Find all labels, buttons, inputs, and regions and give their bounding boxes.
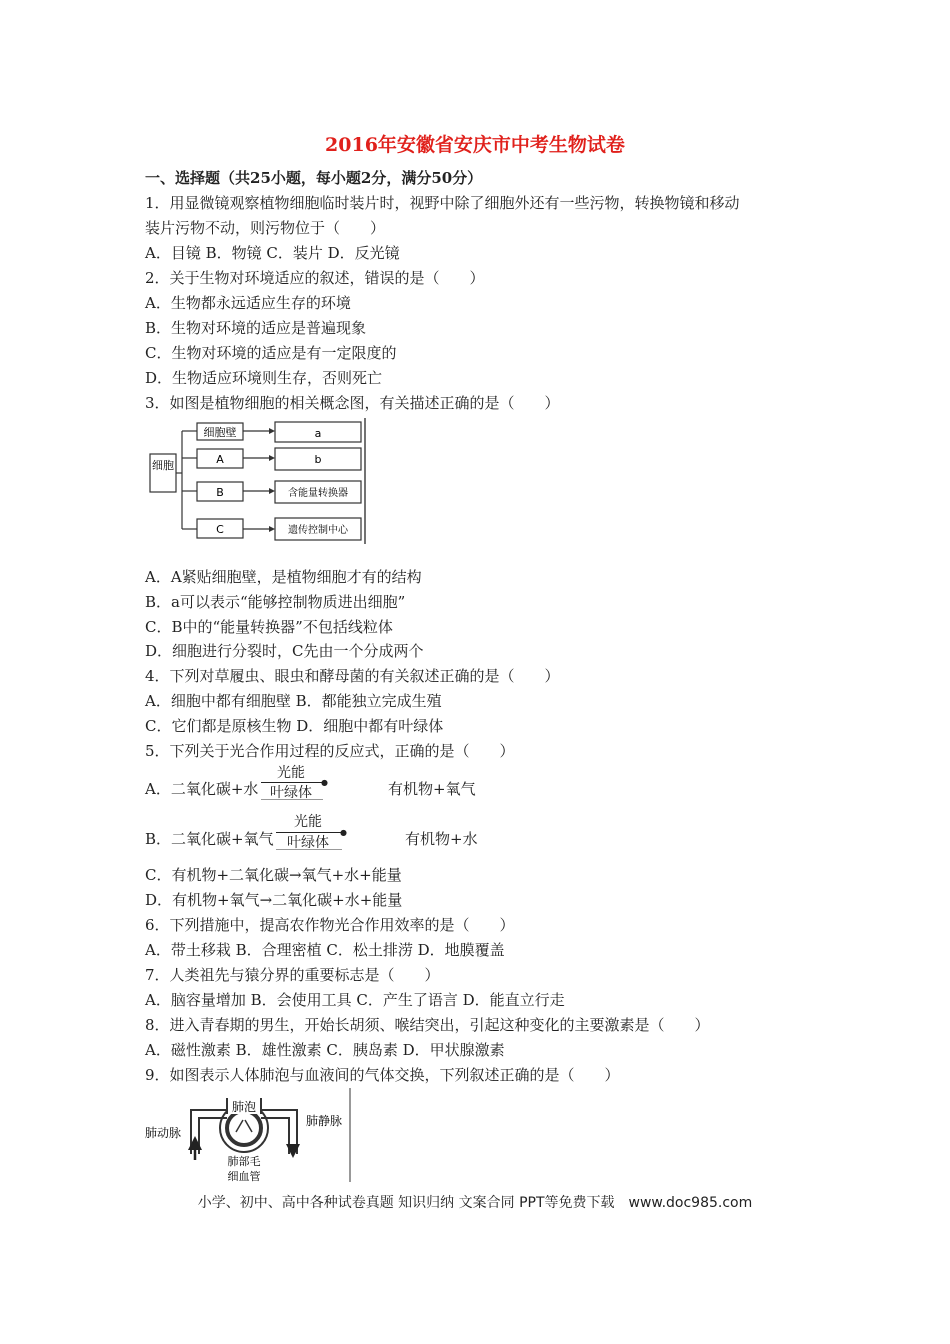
node-A: A (216, 453, 224, 466)
option-line: B．生物对环境的适应是普遍现象 (145, 319, 367, 337)
question-line: 5．下列关于光合作用过程的反应式，正确的是（ ） (145, 742, 515, 760)
option-line: A．生物都永远适应生存的环境 (145, 294, 351, 312)
cell-concept-diagram (145, 418, 367, 546)
result-b: b (314, 453, 322, 466)
question-line: 装片污物不动，则污物位于（ ） (145, 219, 386, 237)
alveolus-diagram (143, 1088, 353, 1184)
root-label: 细胞 (152, 459, 174, 472)
question-line: 8．进入青春期的男生，开始长胡须、喉结突出，引起这种变化的主要激素是（ ） (145, 1016, 710, 1034)
question-line: 1．用显微镜观察植物细胞临时装片时，视野中除了细胞外还有一些污物，转换物镜和移动 (145, 194, 740, 212)
result-a: a (314, 427, 322, 440)
equation-a-right: 有机物+氧气 (388, 780, 476, 798)
option-line: D．细胞进行分裂时，C先由一个分成两个 (145, 642, 424, 660)
capillary-label-2: 细血管 (227, 1170, 261, 1183)
option-line: B．a可以表示“能够控制物质进出细胞” (145, 593, 406, 611)
alveolus-label: 肺泡 (231, 1100, 257, 1114)
footer-text: 小学、初中、高中各种试卷真题 知识归纳 文案合同 PPT等免费下载 www.doc985.com (197, 1195, 753, 1211)
option-line: C．有机物+二氧化碳→氧气+水+能量 (145, 866, 402, 884)
pulmonary-vein-label: 肺静脉 (306, 1114, 343, 1128)
result-genetic: 遗传控制中心 (288, 525, 348, 536)
option-line: A．带土移栽 B．合理密植 C．松土排涝 D．地膜覆盖 (145, 941, 505, 959)
question-line: 7．人类祖先与猿分界的重要标志是（ ） (145, 966, 440, 984)
option-line: C．B中的“能量转换器”不包括线粒体 (145, 618, 393, 636)
equation-b-left: B．二氧化碳+氧气 (145, 830, 274, 848)
equation-a: A．二氧化碳+水 光能 ● 叶绿体 有机物+氧气 (145, 762, 545, 792)
option-line: A．磁性激素 B．雄性激素 C．胰岛素 D．甲状腺激素 (145, 1041, 505, 1059)
option-line: A．A紧贴细胞壁，是植物细胞才有的结构 (145, 568, 422, 586)
equation-b-right: 有机物+水 (405, 830, 478, 848)
option-line: C．生物对环境的适应是有一定限度的 (145, 344, 397, 362)
equation-a-top: 光能 (277, 765, 305, 781)
result-energy: 含能量转换器 (288, 488, 348, 499)
equation-a-bottom: 叶绿体 (270, 785, 312, 801)
page-title: 2016年安徽省安庆市中考生物试卷 (325, 134, 625, 156)
option-line: A．脑容量增加 B．会使用工具 C．产生了语言 D．能直立行走 (145, 991, 565, 1009)
option-line: C．它们都是原核生物 D．细胞中都有叶绿体 (145, 717, 444, 735)
section-heading: 一、选择题（共25小题，每小题2分，满分50分） (145, 169, 483, 187)
option-line: D．生物适应环境则生存，否则死亡 (145, 369, 383, 387)
equation-b: B．二氧化碳+氧气 光能 ● 叶绿体 有机物+水 (145, 811, 545, 841)
equation-b-bottom: 叶绿体 (287, 835, 329, 851)
option-line: A．细胞中都有细胞壁 B．都能独立完成生殖 (145, 692, 442, 710)
capillary-label-1: 肺部毛 (227, 1155, 261, 1168)
question-line: 9．如图表示人体肺泡与血液间的气体交换，下列叙述正确的是（ ） (145, 1066, 620, 1084)
question-line: 2．关于生物对环境适应的叙述，错误的是（ ） (145, 269, 485, 287)
equation-a-left: A．二氧化碳+水 (145, 780, 259, 798)
node-B: B (216, 486, 224, 499)
option-line: A．目镜 B．物镜 C．装片 D．反光镜 (145, 244, 400, 262)
pulmonary-artery-label: 肺动脉 (145, 1126, 182, 1140)
node-cell-wall: 细胞壁 (203, 426, 237, 439)
question-line: 3．如图是植物细胞的相关概念图，有关描述正确的是（ ） (145, 394, 560, 412)
option-line: D．有机物+氧气→二氧化碳+水+能量 (145, 891, 403, 909)
question-line: 4．下列对草履虫、眼虫和酵母菌的有关叙述正确的是（ ） (145, 667, 560, 685)
node-C: C (216, 523, 224, 536)
equation-b-top: 光能 (294, 814, 322, 830)
question-line: 6．下列措施中，提高农作物光合作用效率的是（ ） (145, 916, 515, 934)
